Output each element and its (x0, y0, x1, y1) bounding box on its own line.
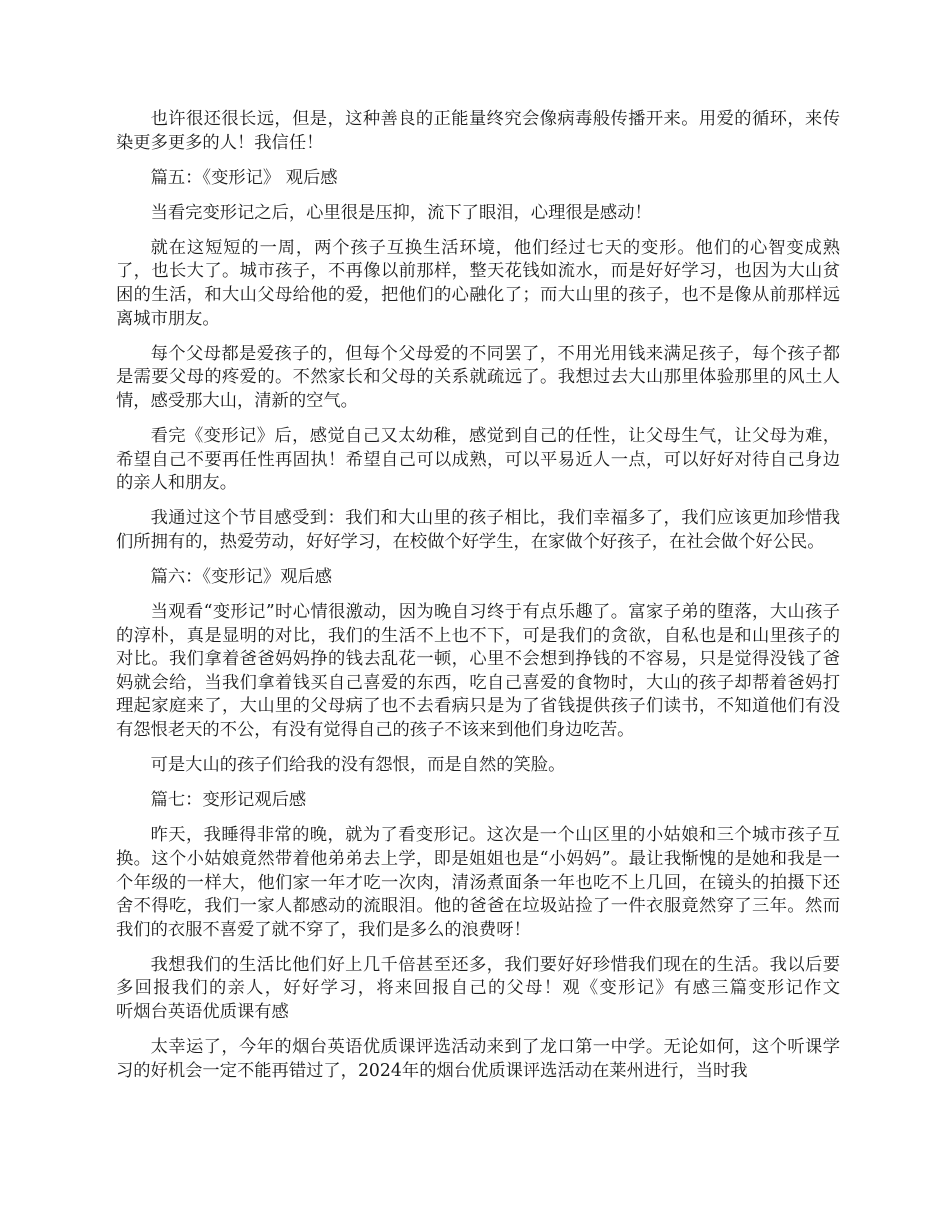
heading-part-six: 篇六：《变形记》观后感 (150, 567, 333, 587)
paragraph: 我想我们的生活比他们好上几千倍甚至还多，我们要好好珍惜我们现在的生活。我以后要多回报我们的亲人，好好学习，将来回报自己的父母！观《变形记》有感三篇变形记作文 听烟台英语优质课有感 (116, 954, 875, 1022)
document-page (116, 108, 875, 1095)
paragraph: 当观看“变形记”时心情很激动，因为晚自习终于有点乐趣了。富家子弟的堕落，大山孩子的淳朴，真是显明的对比，我们的生活不上也不下，可是我们的贪欲，自私也是和山里孩子的对比。我们拿着爸爸妈妈挣的钱去乱花一顿，心里不会想到挣钱的不容易，只是觉得没钱了爸妈就会给，当我们拿着钱买自己喜爱的东西，吃自己喜爱的食物时，大山的孩子却帮着爸妈打理起家庭来了，大山里的父母病了也不去看病只是为了省钱提供孩子们读书，不知道他们有没有怨恨老天的不公，有没有觉得自己的孩子不该来到他们身边吃苦。 (116, 602, 840, 741)
paragraph: 看完《变形记》后，感觉自己又太幼稚，感觉到自己的任性，让父母生气，让父母为难，希望自己不要再任性再固执！希望自己可以成熟，可以平易近人一点，可以好好对待自己身边的亲人和朋友。 (116, 426, 840, 494)
paragraph: 可是大山的孩子们给我的没有怨恨，而是自然的笑脸。 (150, 755, 566, 776)
heading-part-five: 篇五：《变形记》 观后感 (150, 167, 338, 188)
heading-part-seven: 篇七：变形记观后感 (150, 790, 307, 811)
paragraph: 就在这短短的一周，两个孩子互换生活环境，他们经过七天的变形。他们的心智变成熟了，也长大了。城市孩子，不再像以前那样，整天花钱如流水，而是好好学习，也因为大山贫困的生活，和大山父母给他的爱，把他们的心融化了；而大山里的孩子，也不是像从前那样远离城市朋友。 (116, 237, 840, 329)
paragraph: 我通过这个节目感受到：我们和大山里的孩子相比，我们幸福多了，我们应该更加珍惜我们所拥有的，热爱劳动，好好学习，在校做个好学生，在家做个好孩子，在社会做个好公民。 (116, 508, 840, 552)
paragraph-intro: 也许很还很长远，但是，这种善良的正能量终究会像病毒般传播开来。用爱的循环，来传染更多更多的人！我信任！ (116, 109, 840, 153)
paragraph: 当看完变形记之后，心里很是压抑，流下了眼泪，心理很是感动！ (150, 202, 652, 223)
paragraph: 太幸运了，今年的烟台英语优质课评选活动来到了龙口第一中学。无论如何，这个听课学习的好机会一定不能再错过了，2024年的烟台优质课评选活动在莱州进行，当时我 (116, 1037, 840, 1081)
paragraph: 昨天，我睡得非常的晚，就为了看变形记。这次是一个山区里的小姑娘和三个城市孩子互换。这个小姑娘竟然带着他弟弟去上学，即是姐姐也是“小妈妈”。最让我惭愧的是她和我是一个年级的一样大，他们家一年才吃一次肉，清汤煮面条一年也吃不上几回，在镜头的拍摄下还舍不得吃，我们一家人都感动的流眼泪。他的爸爸在垃圾站捡了一件衣服竟然穿了三年。然而我们的衣服不喜爱了就不穿了，我们是多么的浪费呀！ (116, 825, 840, 940)
paragraph: 每个父母都是爱孩子的，但每个父母爱的不同罢了，不用光用钱来满足孩子，每个孩子都是需要父母的疼爱的。不然家长和父母的关系就疏远了。我想过去大山那里体验那里的风土人情，感受那大山，清新的空气。 (116, 343, 840, 411)
